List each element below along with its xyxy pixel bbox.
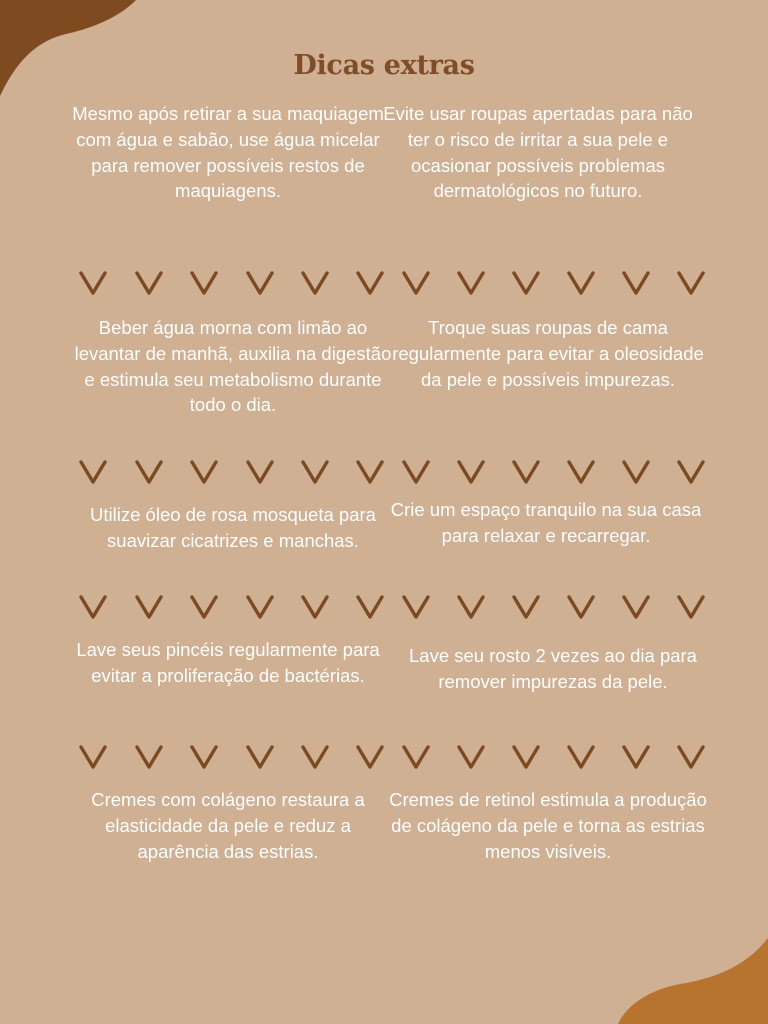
chevron-down-icon [400, 457, 432, 487]
chevron-down-icon [244, 268, 276, 298]
corner-blob-bottom-right [618, 934, 768, 1024]
chevron-down-icon [354, 742, 386, 772]
chevron-divider [0, 268, 768, 304]
tip-text: Utilize óleo de rosa mosqueta para suavizar cicatrizes e manchas. [90, 504, 376, 551]
chevron-down-icon [675, 592, 707, 622]
tip-text: Cremes com colágeno restaura a elasticidade da pele e reduz a aparência das estrias. [91, 789, 365, 862]
chevron-down-icon [510, 592, 542, 622]
chevron-down-icon [565, 457, 597, 487]
chevron-down-icon [133, 742, 165, 772]
chevron-down-icon [244, 457, 276, 487]
chevron-down-icon [675, 457, 707, 487]
chevron-down-icon [565, 592, 597, 622]
chevron-down-icon [299, 592, 331, 622]
chevron-divider [0, 592, 768, 628]
chevron-down-icon [620, 592, 652, 622]
tip-text: Lave seu rosto 2 vezes ao dia para remover impurezas da pele. [409, 645, 697, 692]
chevron-down-icon [299, 742, 331, 772]
chevron-down-icon [400, 592, 432, 622]
chevron-down-icon [77, 742, 109, 772]
chevron-down-icon [620, 268, 652, 298]
chevron-down-icon [510, 457, 542, 487]
chevron-down-icon [675, 742, 707, 772]
chevron-down-icon [188, 457, 220, 487]
tip-text: Crie um espaço tranquilo na sua casa para relaxar e recarregar. [390, 499, 702, 546]
chevron-down-icon [133, 592, 165, 622]
chevron-divider [0, 742, 768, 778]
chevron-down-icon [400, 268, 432, 298]
tip-text: Lave seus pincéis regularmente para evitar a proliferação de bactérias. [76, 639, 380, 686]
tip-text: Cremes de retinol estimula a produção de colágeno da pele e torna as estrias menos visíveis. [389, 789, 707, 862]
chevron-down-icon [77, 457, 109, 487]
chevron-down-icon [455, 592, 487, 622]
chevron-down-icon [133, 268, 165, 298]
chevron-down-icon [188, 268, 220, 298]
chevron-down-icon [77, 268, 109, 298]
tip-text: Evite usar roupas apertadas para não ter o risco de irritar a sua pele e ocasionar possíveis problemas dermatológicos no futuro. [383, 103, 693, 202]
tip-text: Troque suas roupas de cama regularmente para evitar a oleosidade da pele e possíveis impurezas. [392, 317, 704, 390]
chevron-down-icon [620, 742, 652, 772]
chevron-down-icon [565, 742, 597, 772]
chevron-down-icon [354, 592, 386, 622]
chevron-down-icon [455, 742, 487, 772]
chevron-down-icon [77, 592, 109, 622]
chevron-down-icon [455, 268, 487, 298]
tip-text: Beber água morna com limão ao levantar de manhã, auxilia na digestão e estimula seu metabolismo durante todo o dia. [74, 317, 392, 416]
chevron-down-icon [299, 268, 331, 298]
chevron-down-icon [675, 268, 707, 298]
chevron-down-icon [188, 742, 220, 772]
chevron-down-icon [510, 268, 542, 298]
chevron-down-icon [133, 457, 165, 487]
chevron-down-icon [299, 457, 331, 487]
tip-text: Mesmo após retirar a sua maquiagem com água e sabão, use água micelar para remover possíveis restos de maquiagens. [72, 103, 384, 202]
chevron-down-icon [455, 457, 487, 487]
page-title: Dicas extras [293, 50, 475, 81]
chevron-down-icon [400, 742, 432, 772]
chevron-down-icon [354, 268, 386, 298]
chevron-down-icon [188, 592, 220, 622]
chevron-down-icon [244, 742, 276, 772]
chevron-down-icon [244, 592, 276, 622]
chevron-down-icon [354, 457, 386, 487]
chevron-divider [0, 457, 768, 493]
chevron-down-icon [620, 457, 652, 487]
chevron-down-icon [510, 742, 542, 772]
chevron-down-icon [565, 268, 597, 298]
